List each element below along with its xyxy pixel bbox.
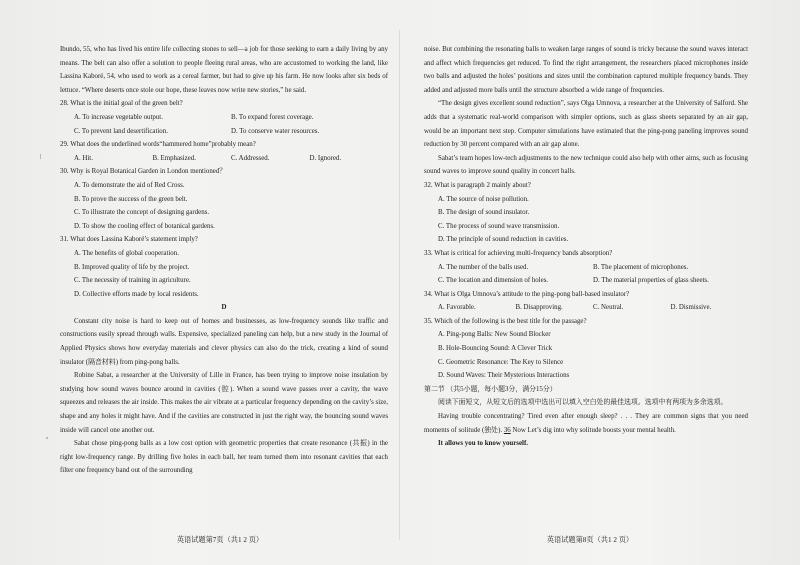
question-35 — [424, 315, 748, 383]
question-stem: 35. Which of the following is the best title for the passage? — [424, 317, 587, 325]
option-row — [60, 152, 388, 166]
passage-paragraph: Sabat’s team hopes low-tech adjustments to the new technique could also help with other aims, such as focusing sound waves to improve sound quality in concert halls. — [424, 154, 748, 176]
option-d: D. Sound Waves: Their Mysterious Interactions — [438, 372, 570, 380]
question-stem: 28. What is the initial goal of the green belt? — [60, 100, 183, 108]
scan-speck — [46, 437, 48, 439]
option-c: C. Geometric Resonance: The Key to Silence — [438, 358, 564, 366]
option-d: D. Ignored. — [309, 154, 342, 162]
option-row — [60, 111, 388, 125]
option-c: C. The location and dimension of holes. — [438, 277, 549, 285]
passage-paragraph: Robine Sabat, a researcher at the University of Lille in France, has been trying to improve noise insulation by studying how sound waves bounce around in cavities (腔). When a sound wave passes over a cavity, the wave squeezes and releases the air inside. This makes the air vibrate at a particular frequency depending on the cavity’s size, shape and any holes it might have. And if the cavities are constructed in just the right way, the bouncing sound waves inside will cancel one another out. — [60, 372, 388, 434]
option-c: C. The necessity of training in agriculture. — [74, 277, 191, 285]
option-b: B. The placement of microphones. — [593, 263, 689, 271]
option-d: D. The material properties of glass sheets. — [593, 277, 709, 285]
passage-d — [60, 315, 388, 478]
passage-c-tail — [60, 43, 388, 97]
question-34 — [424, 288, 748, 315]
section-2-instructions: 阅读下面短文，从短文后的选项中选出可以填入空白处的最佳选项。选项中有两项为多余选项。 — [438, 399, 728, 407]
option-b: B. To prove the success of the green belt. — [74, 195, 188, 203]
option-a: A. To demonstrate the aid of Red Cross. — [74, 181, 185, 189]
option-d: D. The principle of sound reduction in cavities. — [438, 236, 569, 244]
option-b: B. Hole-Bouncing Sound: A Clever Trick — [438, 345, 553, 353]
option-c: C. The process of sound wave transmission. — [438, 222, 560, 230]
question-stem: 31. What does Lassina Kaboré’s statement imply? — [60, 236, 198, 244]
option-a: A. The number of the balls used. — [438, 263, 529, 271]
option-b: B. Improved quality of life by the project. — [74, 263, 190, 271]
option-b: B. Emphasized. — [152, 154, 196, 162]
option-d: D. Dismissive. — [670, 304, 712, 312]
option-c: C. To prevent land desertification. — [74, 127, 168, 135]
question-31 — [60, 233, 388, 301]
option-b: B. Disapproving. — [515, 304, 563, 312]
passage-d-continued — [424, 43, 748, 179]
cloze-blank-36[interactable]: 36 — [503, 426, 511, 434]
option-a: A. To increase vegetable output. — [74, 113, 163, 121]
passage-paragraph: noise. But combining the resonating balls to weaken large ranges of sound is tricky because the sound waves interact and affect which frequencies get reduced. To find the right arrangement, the researchers placed microphones inside two balls and adjusted the holes’ positions and sizes until the combination captured multiple frequency bands. They added and adjusted more balls until the structure absorbed a wide range of frequencies. — [424, 46, 748, 94]
option-d: D. To show the cooling effect of botanical gardens. — [74, 222, 215, 230]
question-stem: 34. What is Olga Umnova’s attitude to the ping-pong ball-based insulator? — [424, 290, 630, 298]
question-28 — [60, 97, 388, 138]
left-page-content — [60, 43, 388, 478]
option-row — [424, 274, 748, 288]
option-d: D. Collective efforts made by local residents. — [74, 290, 199, 298]
right-page — [400, 0, 800, 565]
option-c: C. Addressed. — [231, 154, 270, 162]
option-c: C. Neutral. — [593, 304, 624, 312]
question-32 — [424, 179, 748, 247]
page-footer: 英语试题第7页（共1 2 页） — [176, 536, 264, 544]
option-row — [424, 261, 748, 275]
page-gutter — [399, 30, 400, 540]
section-2-title: 第二节 （共5小题，每小题3分，满分15分） — [424, 385, 557, 393]
option-b: B. To expand forest coverage. — [231, 113, 314, 121]
question-29 — [60, 138, 388, 165]
question-stem: 33. What is critical for achieving multi-frequency bands absorption? — [424, 249, 613, 257]
option-a: A. Hit. — [74, 154, 93, 162]
option-row — [60, 125, 388, 139]
question-stem: 30. Why is Royal Botanical Garden in London mentioned？ — [60, 168, 227, 176]
cloze-paragraph — [424, 410, 748, 437]
option-d: D. To conserve water resources. — [231, 127, 320, 135]
passage-paragraph: Constant city noise is hard to keep out of homes and businesses, as low-frequency sounds like traffic and constructions easily spread through walls. Expensive, specialized paneling can help, but a new study in the Journal of Applied Physics shows how everyday materials and clever physics can also do the trick, creating a kind of sound insulator (隔音材料) from ping-pong balls. — [60, 317, 388, 366]
question-30 — [60, 165, 388, 233]
right-page-content — [424, 43, 748, 451]
cloze-text-after: Now Let’s dig into why solitude boosts your mental health. — [510, 426, 676, 434]
option-a: A. Favorable. — [438, 304, 476, 312]
cloze-subheading: It allows you to know yourself. — [438, 440, 528, 448]
passage-paragraph: “The design gives excellent sound reduction”, says Olga Umnova, a researcher at the University of Salford. She adds that a systematic real-world comparison with simpler options, such as glass sheets separated by an air gap, would be an important next step. Computer simulations have estimated that the ping-pong paneling improves sound reduction by 30 percent compared with an air gap alone. — [424, 100, 748, 149]
scan-speck — [40, 154, 41, 159]
section-heading-d: D — [221, 304, 227, 312]
option-a: A. The source of noise pollution. — [438, 195, 529, 203]
cloze-text-before: Having trouble concentrating? Tired even after enough sleep? . . . They are common signs that you need moments of solitude (独处). — [424, 413, 748, 434]
option-c: C. To illustrate the concept of designing gardens. — [74, 209, 210, 217]
question-33 — [424, 247, 748, 288]
page-footer: 英语试题第8页（共1 2 页） — [546, 536, 634, 544]
passage-paragraph: Sabat chose ping-pong balls as a low cost option with geometric properties that create resonance (共振) in the right low-frequency range. By drilling five holes in each ball, her team turned them into resonant cavities that each filter one frequency band out of the surrounding — [60, 440, 388, 475]
passage-paragraph: Ibundo, 55, who has lived his entire life collecting stones to sell—a job for those seeking to earn a daily living by any means. The belt can also offer a solution to people fleeing rural areas, who are accustomed to working the land, like Lassina Kaboré, 54, who used to work as a cereal farmer, but had to give up his farm. He now looks after six beds of lettuce. “Where deserts once stole our hope, these leaves now write new stories,” he said. — [60, 46, 388, 94]
question-stem: 29. What does the underlined words“hammered home”probably mean? — [60, 141, 256, 149]
question-stem: 32. What is paragraph 2 mainly about? — [424, 181, 531, 189]
option-a: A. Ping-pong Balls: New Sound Blocker — [438, 331, 551, 339]
option-a: A. The benefits of global cooperation. — [74, 249, 179, 257]
option-b: B. The design of sound insulator. — [438, 209, 530, 217]
option-row — [424, 301, 748, 315]
